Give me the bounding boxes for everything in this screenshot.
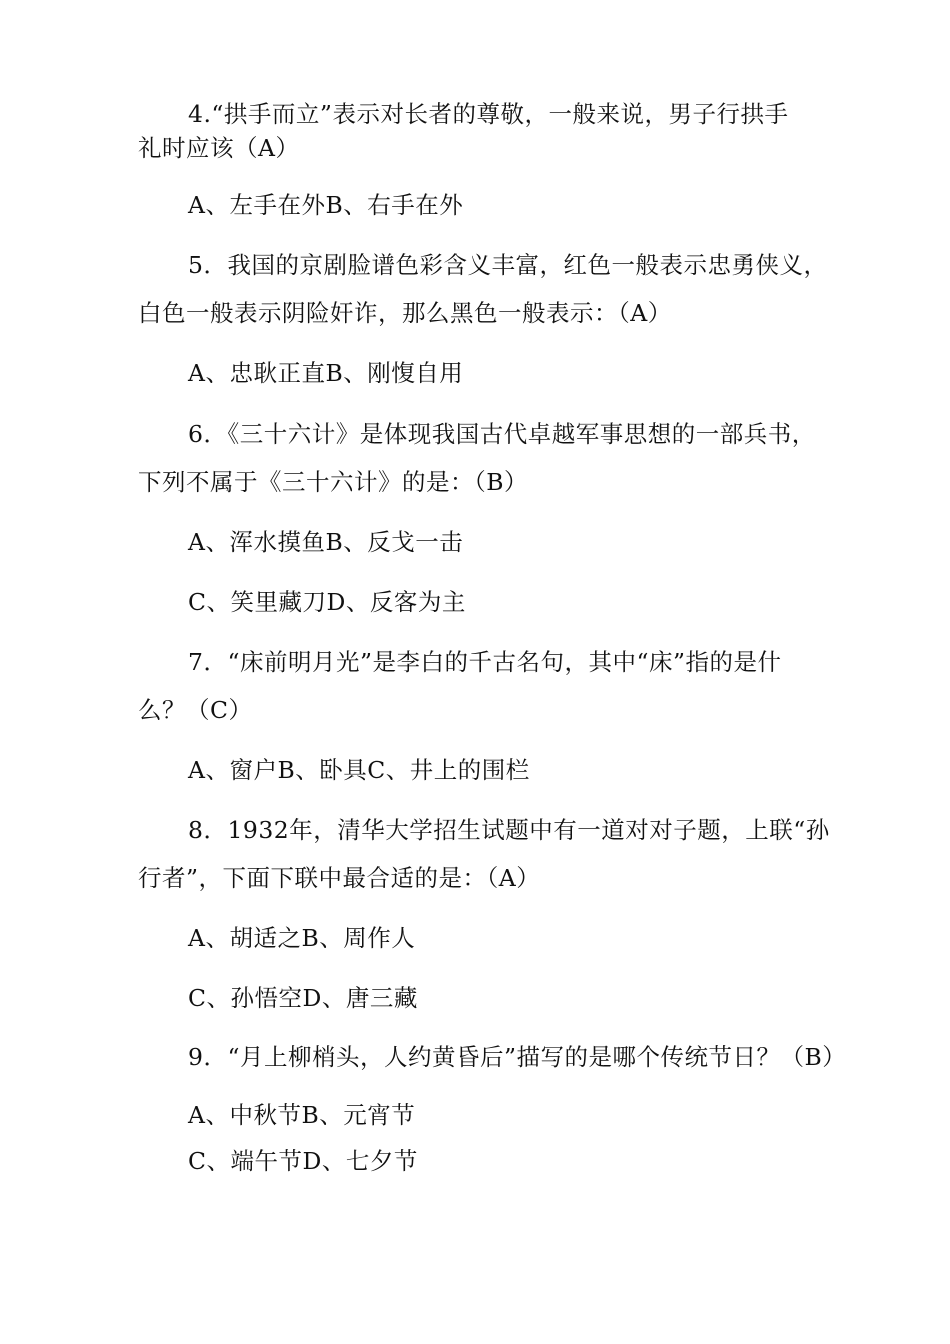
question-4-line-1: 4.“拱手而立”表示对长者的尊敬，一般来说，男子行拱手 [188, 100, 789, 128]
question-6-line-2: 下列不属于《三十六计》的是：（B） [138, 468, 529, 496]
question-8-line-1: 8．1932年，清华大学招生试题中有一道对对子题，上联“孙 [188, 816, 830, 844]
question-8-options-1: A、胡适之B、周作人 [188, 924, 416, 952]
question-4-line-2: 礼时应该（A） [138, 134, 300, 162]
question-5-line-1: 5．我国的京剧脸谱色彩含义丰富，红色一般表示忠勇侠义， [188, 251, 828, 279]
question-8-line-2: 行者”，下面下联中最合适的是：（A） [138, 864, 541, 892]
question-9-line-1: 9．“月上柳梢头，人约黄昏后”描写的是哪个传统节日？（B） [188, 1043, 847, 1071]
question-5-line-2: 白色一般表示阴险奸诈，那么黑色一般表示：（A） [138, 299, 672, 327]
question-7-line-1: 7．“床前明月光”是李白的千古名句，其中“床”指的是什 [188, 648, 782, 676]
question-7-line-2: 么？（C） [138, 696, 253, 724]
question-6-line-1: 6．《三十六计》是体现我国古代卓越军事思想的一部兵书， [188, 420, 816, 448]
question-9-options-2: C、端午节D、七夕节 [188, 1147, 418, 1175]
question-7-options: A、窗户B、卧具C、井上的围栏 [188, 756, 530, 784]
question-6-options-2: C、笑里藏刀D、反客为主 [188, 588, 466, 616]
question-8-options-2: C、孙悟空D、唐三藏 [188, 984, 418, 1012]
question-5-options: A、忠耿正直B、刚愎自用 [188, 359, 464, 387]
question-4-options: A、左手在外B、右手在外 [188, 191, 464, 219]
question-9-options-1: A、中秋节B、元宵节 [188, 1101, 416, 1129]
question-6-options-1: A、浑水摸鱼B、反戈一击 [188, 528, 464, 556]
